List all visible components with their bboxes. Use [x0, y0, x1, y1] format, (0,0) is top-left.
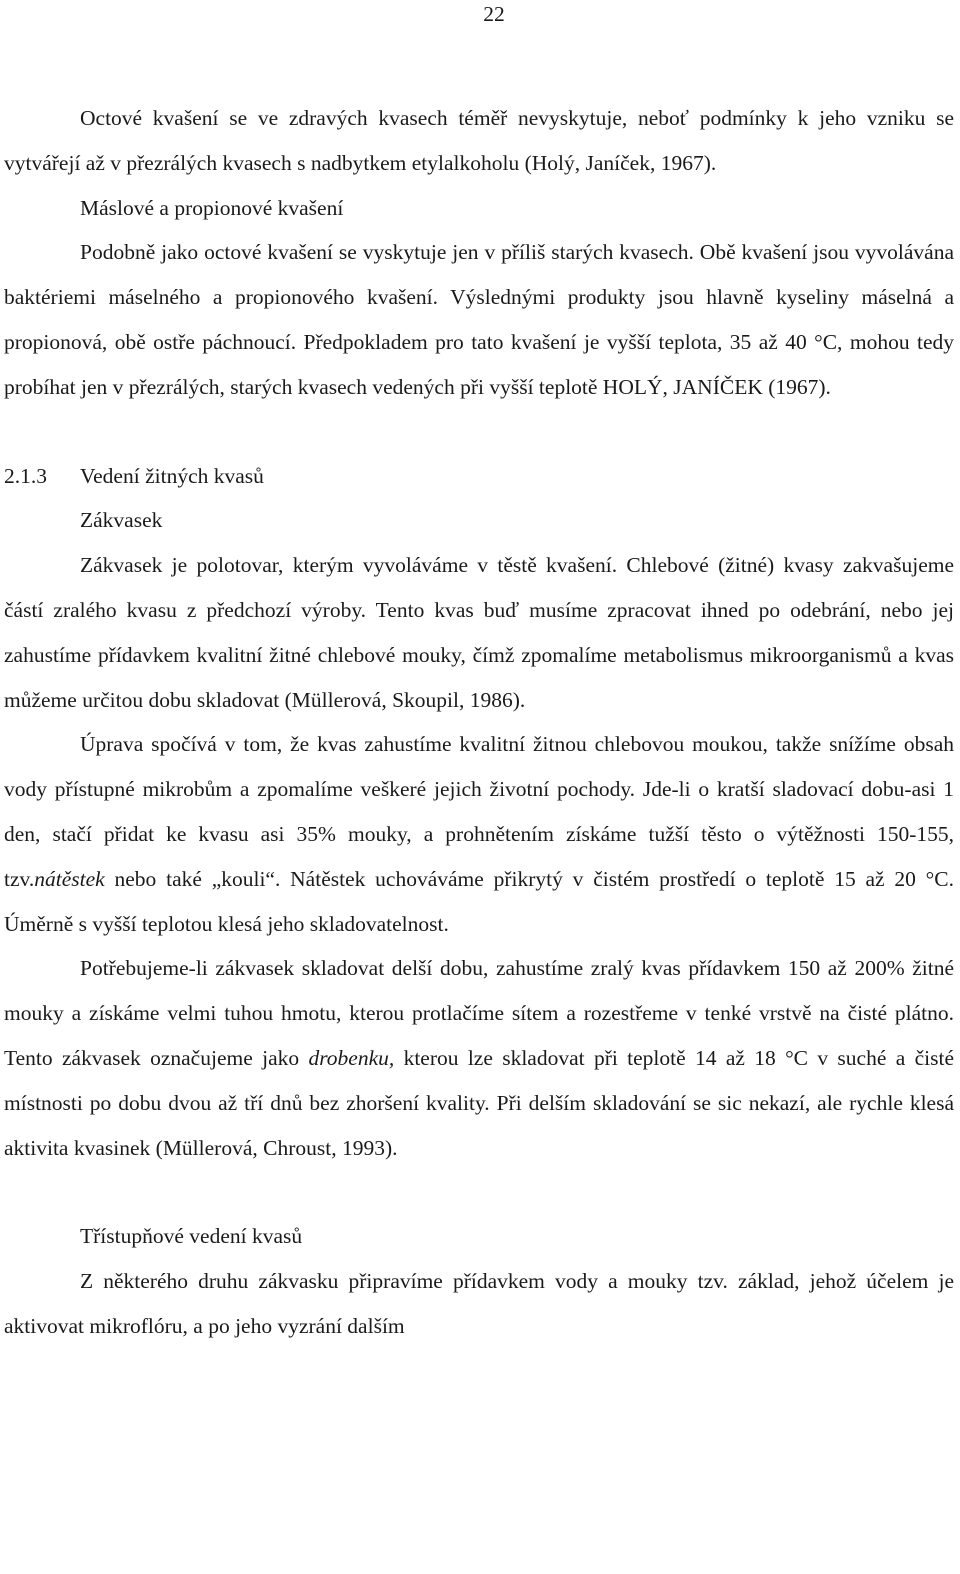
- spacer: [4, 410, 954, 454]
- subheading-starter-line: [4, 498, 954, 543]
- text-run: nebo také „kouli“. Nátěstek uchováváme přikrytý v čistém prostředí o teplotě 15 až 20 °C. Úměrně s vyšší teplotou klesá jeho skladovatelnost.: [4, 866, 954, 936]
- spacer: [4, 1170, 954, 1214]
- section-title: Vedení žitných kvasů: [80, 463, 264, 488]
- italic-term-drobenka: drobenku,: [308, 1045, 395, 1070]
- paragraph-starter-thickening: [4, 722, 954, 946]
- page-number: 22: [483, 2, 505, 26]
- subheading-three-stage: Třístupňové vedení kvasů: [80, 1224, 303, 1249]
- subheading-butyric-propionic: Máslové a propionové kvašení: [80, 195, 344, 220]
- text-run: Úprava spočívá v tom, že kvas zahustíme kvalitní žitnou chlebovou moukou, takže snížíme obsah vody přístupné mikrobům a zpomalíme veškeré jejich životní pochody. Jde-li o kratší sladovací dobu-asi 1 den, stačí přidat ke kvasu asi 35% mouky, a prohnětením získáme tužší těsto o výtěžnosti 150-155, tzv.: [4, 732, 954, 891]
- section-number: 2.1.3: [4, 463, 47, 488]
- paragraph-starter-definition: Zákvasek je polotovar, kterým vyvoláváme v těstě kvašení. Chlebové (žitné) kvasy zakvašujeme částí zralého kvasu z předchozí výroby. Tento kvas buď musíme zpracovat ihned po odebrání, nebo jej zahustíme přídavkem kvalitní žitné chlebové mouky, čímž zpomalíme metabolismus mikroorganismů a kvas můžeme určitou dobu skladovat (Müllerová, Skoupil, 1986).: [4, 553, 954, 712]
- paragraph-three-stage: Z některého druhu zákvasku připravíme přídavkem vody a mouky tzv. základ, jehož účelem je aktivovat mikroflóru, a po jeho vyzrání dalším: [4, 1269, 954, 1338]
- subheading-starter: Zákvasek: [80, 508, 163, 533]
- text-run: Potřebujeme-li zákvasek skladovat delší dobu, zahustíme zralý kvas přídavkem 150 až 200% žitné mouky a získáme velmi tuhou hmotu, kterou protlačíme sítem a rozestřeme v tenké vrstvě na čisté plátno. Tento zákvasek označujeme jako: [4, 956, 954, 1070]
- paragraph-butyric-propionic: Podobně jako octové kvašení se vyskytuje jen v příliš starých kvasech. Obě kvašení jsou vyvolávána baktériemi máselného a propionového kvašení. Výslednými produkty jsou hlavně kyseliny máselná a propionová, obě ostře páchnoucí. Předpokladem pro tato kvašení je vyšší teplota, 35 až 40 °C, mohou tedy probíhat jen v přezrálých, starých kvasech vedených při vyšší teplotě HOLÝ, JANÍČEK (1967).: [4, 240, 954, 399]
- italic-term-natestek: nátěstek: [34, 866, 105, 891]
- document-body: [4, 96, 954, 1349]
- paragraph-starter-storage: [4, 946, 954, 1170]
- paragraph-acetic-fermentation: Octové kvašení se ve zdravých kvasech téměř nevyskytuje, neboť podmínky k jeho vzniku se vytvářejí až v přezrálých kvasech s nadbytkem etylalkoholu (Holý, Janíček, 1967).: [4, 106, 954, 175]
- text-run: kterou lze skladovat při teplotě 14 až 18 °C v suché a čisté místnosti po dobu dvou až tří dnů bez zhoršení kvality. Při delším skladování se sic nekazí, ale rychle klesá aktivita kvasinek (Müllerová, Chroust, 1993).: [4, 1045, 954, 1160]
- section-heading: [4, 454, 954, 499]
